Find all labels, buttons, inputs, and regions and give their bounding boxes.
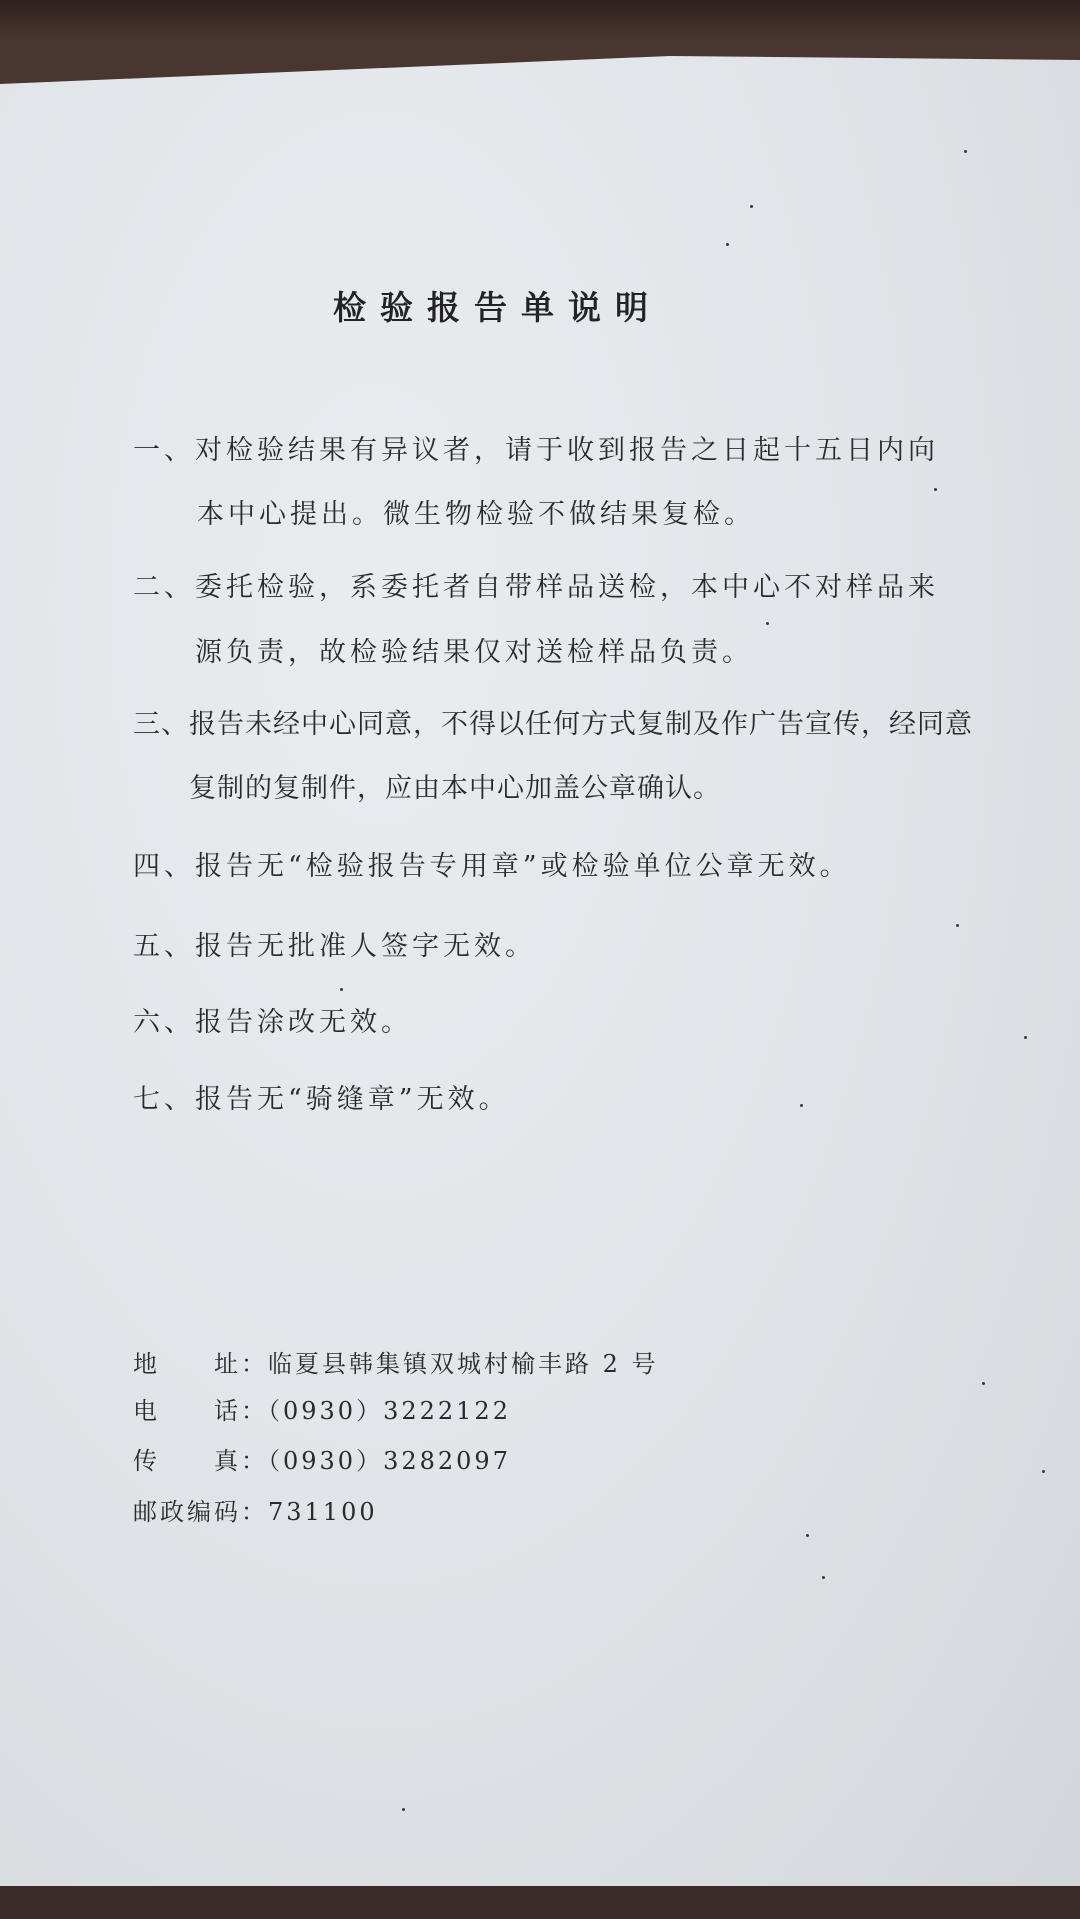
contact-fax: 传 真：（0930）3282097 <box>133 1447 511 1475</box>
clause-6: 六、报告涂改无效。 <box>133 1007 412 1038</box>
clause-3-line-2: 复制的复制件，应由本中心加盖公章确认。 <box>189 773 721 804</box>
clause-3-line-1: 三、报告未经中心同意，不得以任何方式复制及作广告宣传，经同意 <box>133 709 973 740</box>
paper-speck <box>934 488 937 491</box>
clause-1-line-2: 本中心提出。微生物检验不做结果复检。 <box>197 499 755 530</box>
paper-speck <box>1024 1036 1027 1039</box>
clause-1-line-1: 一、对检验结果有异议者，请于收到报告之日起十五日内向 <box>133 435 939 466</box>
clause-2-line-2: 源负责，故检验结果仅对送检样品负责。 <box>195 637 753 668</box>
paper-sheet <box>0 56 1080 1886</box>
paper-speck <box>800 1104 803 1107</box>
paper-speck <box>340 988 343 991</box>
paper-speck <box>806 1534 809 1537</box>
paper-speck <box>964 150 967 153</box>
contact-phone: 电 话：（0930）3222122 <box>133 1397 511 1425</box>
paper-speck <box>1042 1470 1045 1473</box>
contact-address: 地 址：临夏县韩集镇双城村榆丰路 2 号 <box>133 1350 659 1378</box>
contact-postcode: 邮政编码：731100 <box>133 1498 378 1526</box>
clause-4: 四、报告无“检验报告专用章”或检验单位公章无效。 <box>133 851 851 882</box>
paper-speck <box>750 205 753 208</box>
clause-2-line-1: 二、委托检验，系委托者自带样品送检，本中心不对样品来 <box>133 572 939 603</box>
paper-speck <box>982 1382 985 1385</box>
document-title: 检验报告单说明 <box>333 288 662 327</box>
paper-speck <box>956 924 959 927</box>
clause-5: 五、报告无批准人签字无效。 <box>133 931 536 962</box>
clause-7: 七、报告无“骑缝章”无效。 <box>133 1084 510 1115</box>
paper-speck <box>726 243 729 246</box>
paper-speck <box>402 1808 405 1811</box>
paper-speck <box>822 1576 825 1579</box>
paper-speck <box>766 622 769 625</box>
